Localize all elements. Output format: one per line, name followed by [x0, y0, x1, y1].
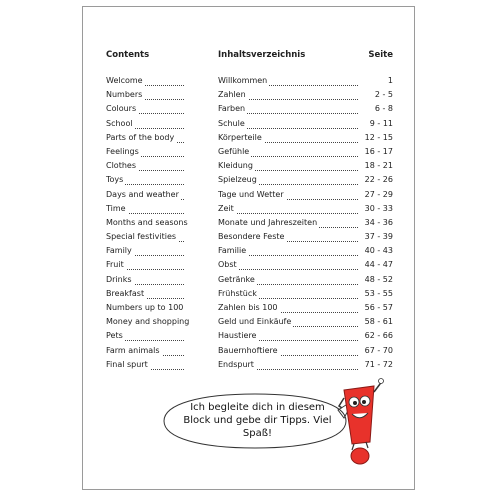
- toc-english: Clothes: [106, 161, 136, 171]
- toc-english: Pets: [106, 331, 123, 341]
- toc-german: Willkommen: [218, 76, 268, 85]
- toc-german: Geld und Einkäufe: [218, 317, 292, 327]
- toc-page: 30 - 33: [364, 203, 393, 213]
- toc-page: 22 - 26: [364, 175, 393, 185]
- toc-page: 27 - 29: [364, 189, 393, 199]
- toc-english: Colours: [106, 104, 137, 114]
- toc-german: Bauernhoftiere: [218, 345, 278, 355]
- header-inhaltsverzeichnis: Inhaltsverzeichnis: [218, 50, 306, 60]
- toc-german: Tage und Wetter: [218, 189, 284, 199]
- toc-page: 1: [387, 76, 393, 85]
- toc-german: Endspurt: [218, 359, 254, 369]
- toc-page: 2 - 5: [374, 90, 393, 100]
- toc-row: [83, 288, 414, 302]
- toc-english: Farm animals: [106, 345, 160, 355]
- toc-german: Zeit: [218, 203, 234, 213]
- toc-row: [83, 345, 414, 359]
- toc-english: Fruit: [106, 260, 124, 270]
- toc-page: 16 - 17: [364, 146, 393, 156]
- toc-german: Monate und Jahreszeiten: [218, 217, 318, 227]
- toc-english: Family: [106, 246, 132, 256]
- toc-row: [83, 245, 414, 259]
- toc-row: [83, 189, 414, 203]
- toc-english: Toys: [106, 175, 124, 185]
- toc-english: School: [106, 118, 133, 128]
- toc-row: [83, 160, 414, 174]
- toc-english: Parts of the body: [106, 132, 175, 142]
- toc-english: Drinks: [106, 274, 132, 284]
- toc-page: 40 - 43: [364, 246, 393, 256]
- toc-page: 9 - 11: [369, 118, 393, 128]
- toc-row: [83, 75, 414, 89]
- toc-row: [83, 89, 414, 103]
- toc-german: Zahlen: [218, 90, 246, 100]
- toc-page: 53 - 55: [364, 288, 393, 298]
- bubble-text: Ich begleite dich in diesem Block und gebe dir Tipps. Viel Spaß!: [183, 402, 332, 439]
- toc-row: [83, 103, 414, 117]
- toc-row: [83, 274, 414, 288]
- toc-german: Frühstück: [218, 288, 257, 298]
- header-contents: Contents: [106, 50, 150, 60]
- toc-page: 34 - 36: [364, 217, 393, 227]
- toc-row: [83, 132, 414, 146]
- toc-english: Months and seasons: [106, 217, 188, 227]
- toc-german: Haustiere: [218, 331, 257, 341]
- toc-german: Zahlen bis 100: [218, 303, 278, 312]
- exclamation-mascot-icon: [336, 376, 384, 468]
- toc-row: [83, 231, 414, 245]
- toc-english: Numbers up to 100: [106, 303, 184, 312]
- toc-row: [83, 217, 414, 231]
- toc-row: [83, 118, 414, 132]
- toc-english: Days and weather: [106, 189, 179, 199]
- toc-page: 6 - 8: [374, 104, 393, 114]
- toc-row: [83, 316, 414, 330]
- toc-page: 18 - 21: [364, 161, 393, 171]
- toc-page: 48 - 52: [364, 274, 393, 284]
- toc-row: [83, 146, 414, 160]
- toc-row: [83, 259, 414, 273]
- toc-german: Spielzeug: [218, 175, 257, 185]
- toc-page: 62 - 66: [364, 331, 393, 341]
- toc-english: Special festivities: [106, 232, 177, 242]
- speech-bubble: [160, 392, 355, 450]
- toc-german: Kleidung: [218, 161, 253, 171]
- toc-german: Familie: [218, 246, 247, 256]
- dot-leader: [218, 269, 358, 270]
- toc-english: Numbers: [106, 90, 143, 100]
- toc-english: Welcome: [106, 76, 143, 85]
- toc-german: Besondere Feste: [218, 232, 285, 242]
- toc-english: Feelings: [106, 146, 139, 156]
- toc-german: Obst: [218, 260, 237, 270]
- toc-german: Schule: [218, 118, 245, 128]
- toc-row: [83, 302, 414, 316]
- toc-page: 37 - 39: [364, 232, 393, 242]
- toc-english: Time: [106, 203, 126, 213]
- toc-german: Gefühle: [218, 146, 250, 156]
- toc-list: [83, 75, 414, 373]
- toc-row: [83, 330, 414, 344]
- toc-page: 71 - 72: [364, 359, 393, 369]
- toc-page: 67 - 70: [364, 345, 393, 355]
- toc-german: Farben: [218, 104, 246, 114]
- toc-row: [83, 174, 414, 188]
- toc-page: 44 - 47: [364, 260, 393, 270]
- toc-english: Breakfast: [106, 288, 145, 298]
- toc-english: Final spurt: [106, 359, 148, 369]
- toc-german: Getränke: [218, 274, 255, 284]
- toc-german: Körperteile: [218, 132, 262, 142]
- toc-row: [83, 203, 414, 217]
- toc-row: [83, 359, 414, 373]
- toc-page: 12 - 15: [364, 132, 393, 142]
- toc-page: 58 - 61: [364, 317, 393, 327]
- toc-page: 56 - 57: [364, 303, 393, 312]
- dot-leader: [218, 213, 358, 214]
- header-seite: Seite: [368, 50, 393, 60]
- toc-english: Money and shopping: [106, 317, 190, 327]
